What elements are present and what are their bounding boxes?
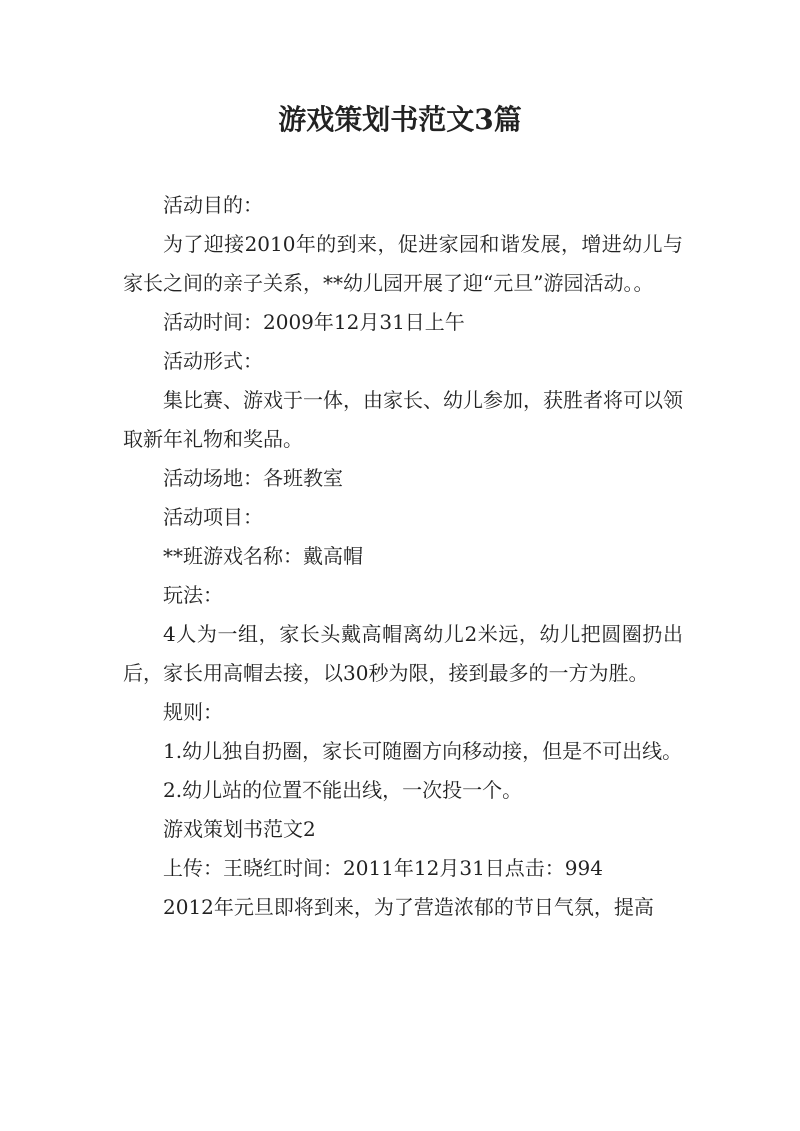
paragraph-activity-form: 集比赛、游戏于一体，由家长、幼儿参加，获胜者将可以领取新年礼物和奖品。 [123,388,683,451]
paragraph-section-2-heading: 游戏策划书范文2 [163,817,316,841]
paragraph-activity-venue: 活动场地：各班教室 [163,466,343,490]
paragraph-activity-purpose: 为了迎接2010年的到来，促进家园和谐发展，增进幼儿与家长之间的亲子关系，**幼儿园开展了迎“元旦”游园活动。。 [123,232,683,295]
document-title: 游戏策划书范文3篇 [278,103,522,136]
paragraph-upload-info: 上传：王晓红时间：2011年12月31日点击：994 [163,856,603,880]
paragraph-gameplay-label: 玩法： [163,583,223,607]
paragraph-section-2-intro: 2012年元旦即将到来，为了营造浓郁的节日气氛，提高 [163,895,654,919]
paragraph-activity-time: 活动时间：2009年12月31日上午 [163,310,465,334]
paragraph-game-name: **班游戏名称：戴高帽 [163,544,363,568]
paragraph-gameplay: 4人为一组，家长头戴高帽离幼儿2米远，幼儿把圆圈扔出后，家长用高帽去接，以30秒为限，接到最多的一方为胜。 [123,622,683,685]
paragraph-rule-2: 2.幼儿站的位置不能出线，一次投一个。 [163,778,523,802]
paragraph-rule-1: 1.幼儿独自扔圈，家长可随圈方向移动接，但是不可出线。 [163,739,683,763]
paragraph-activity-form-label: 活动形式： [163,349,263,373]
paragraph-activity-items-label: 活动项目： [163,505,263,529]
document-body [123,186,683,927]
paragraph-rules-label: 规则： [163,700,223,724]
paragraph-activity-purpose-label: 活动目的： [163,193,263,217]
